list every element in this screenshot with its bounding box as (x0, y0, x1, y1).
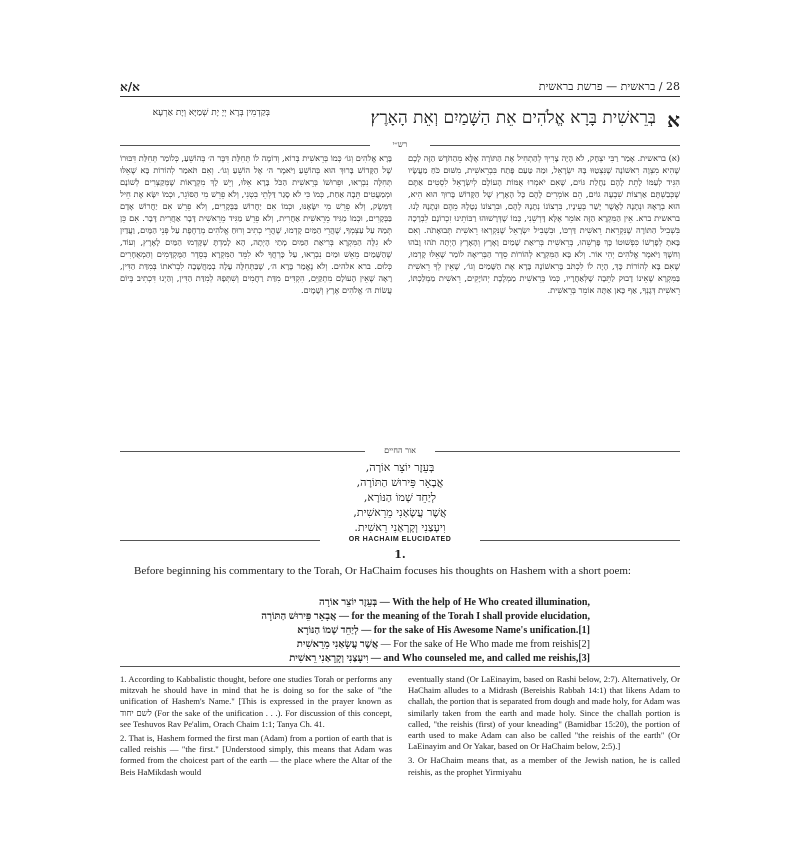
footnotes-right-column (408, 674, 680, 781)
rashi-heading: רש״י (120, 140, 680, 149)
footnote: 1. According to Kabbalistic thought, before one studies Torah or performs any mitzvah he should have in mind that he is doing so for the sake of "the unification of Hashem's Name." [This is expressed in the prayer known as לשם יחוד (For the sake of the unification . . .). For discussion of this concept, see Teshuvos Rav Pe'alim, Orach Chaim 1:1; Tanya Ch. 41. (120, 674, 392, 729)
poem-line: אֲבָאֵר פֵּירוּשׁ הַתּוֹרָה, (356, 476, 444, 489)
poem-line: וִיעָצַנִי וְקָרָאַנִי רֵאשִׁית. (354, 521, 446, 534)
running-header (120, 78, 680, 97)
hebrew-poem (120, 460, 680, 535)
poem-en-line: בְּעֵזֶר יוֹצֵר אוֹרָה — With the help of He Who created illumination, (319, 597, 590, 608)
rashi-column-left: בָּרָא אֱלֹהִים וְגוֹ׳ כְּמוֹ בְּרֵאשִׁית בְּרוֹא, וְדוֹמֶה לוֹ תְּחִלַּת דִּבֶּר ה׳ בְּהוֹשֵׁעַ, כְּלוֹמַר תְּחִלַּת דִּבּוּרוֹ שֶׁל הַקָּדוֹשׁ בָּרוּךְ הוּא בְּהוֹשֵׁעַ וַיֹּאמֶר ה׳ אֶל הוֹשֵׁעַ וְגוֹ׳. וְאִם תֹּאמַר לְהוֹרוֹת בָּא שֶׁאֵלּוּ תְּחִלָּה נִבְרְאוּ, וּפֵרוּשׁוֹ בְּרֵאשִׁית הַכֹּל בָּרָא אֵלּוּ, וְיֵשׁ לָךְ מִקְרָאוֹת שֶׁמְּקַצְּרִים לְשׁוֹנָם וּמְמַעֲטִים תֵּבָה אַחַת, כְּמוֹ כִּי לֹא סָגַר דַּלְתֵי בִטְנִי, וְלֹא פֵרֵשׁ מִי הַסּוֹגֵר, וּכְמוֹ יִשָּׂא אֶת חֵיל דַּמֶּשֶׂק, וְלֹא פֵרֵשׁ מִי יִשָּׂאֶנּוּ, וּכְמוֹ אִם יַחֲרוֹשׁ בַּבְּקָרִים, וְלֹא פֵרֵשׁ אִם יַחֲרוֹשׁ אָדָם בַּבְּקָרִים, וּכְמוֹ מַגִּיד מֵרֵאשִׁית אַחֲרִית, וְלֹא פֵרֵשׁ מַגִּיד מֵרֵאשִׁית דָּבָר אַחֲרִית דָּבָר. אִם כֵּן תְּמַהּ עַל עַצְמְךָ, שֶׁהֲרֵי הַמַּיִם קָדְמוּ, שֶׁהֲרֵי כְתִיב וְרוּחַ אֱלֹהִים מְרַחֶפֶת עַל פְּנֵי הַמָּיִם, וַעֲדַיִן לֹא גִלָּה הַמִּקְרָא בְּרִיאַת הַמַּיִם מָתַי הָיְתָה, הָא לָמַדְתָּ שֶׁקָּדְמוּ הַמַּיִם לָאָרֶץ, וְעוֹד, שֶׁהַשָּׁמַיִם מֵאֵשׁ וּמַיִם נִבְרְאוּ, עַל כָּרְחֲךָ לֹא לִמֵּד הַמִּקְרָא בְּסֵדֶר הַמֻּקְדָּמִים וְהַמְאֻחָרִים כְּלוּם. ברא אלהים. וְלֹא נֶאֱמַר בָּרָא ה׳, שֶׁבַּתְּחִלָּה עָלָה בְמַחֲשָׁבָה לִבְרֹאתוֹ בְּמִדַּת הַדִּין, רָאָה שֶׁאֵין הָעוֹלָם מִתְקַיֵּם, הִקְדִּים מִדַּת רַחֲמִים וְשִׁתְּפָהּ לְמִדַּת הַדִּין, וְהַיְנוּ דִּכְתִיב בְּיוֹם עֲשׂוֹת ה׳ אֱלֹהִים אֶרֶץ וְשָׁמָיִם. (120, 153, 392, 295)
poem-en-line: לְיַחֵד שְׁמוֹ הַנּוֹרָא — for the sake of His Awesome Name's unification.[1] (297, 625, 590, 636)
footnote-separator (120, 666, 680, 667)
footnotes (120, 674, 680, 864)
verse-text: בְּרֵאשִׁית בָּרָא אֱלֹהִים אֵת הַשָּׁמַיִם וְאֵת הָאָרֶץ׃ (370, 108, 656, 128)
intro-paragraph: Before beginning his commentary to the Torah, Or HaChaim focuses his thoughts on Hashem with a short poem: (134, 565, 631, 577)
poem-en-line: וִיעָצַנִי וְקָרָאַנִי רֵאשִׁית — and Who counseled me, and called me reishis,[3] (289, 653, 590, 664)
verse-number: א (667, 108, 680, 132)
rashi-commentary (120, 152, 680, 442)
poem-line: לְיַחֵד שְׁמוֹ הַנּוֹרָא, (363, 491, 437, 504)
page-number: א/א (120, 80, 140, 94)
footnote: eventually stand (Or LaEinayim, based on Rashi below, 2:7). Alternatively, Or HaChaim alludes to a Midrash (Bereishis Rabbah 14:1) that likens Adam to challah, the portion that is separated from dough and made holy, for Adam was similarly taken from the earth and made holy. Since the challah portion is called, "the reishis (first) of your kneading" (Bamidbar 15:20), the portion of earth used to make Adam can also be called "the reishis of the earth" (Or LaEinayim and Or Yakar, based on Or HaChaim below, 2:5).] (408, 674, 680, 752)
footnotes-left-column (120, 674, 392, 781)
rashi-column-right: (א) בראשית. אָמַר רַבִּי יִצְחָק, לֹא הָיָה צָרִיךְ לְהַתְחִיל אֶת הַתּוֹרָה אֶלָּא מֵהַחֹדֶשׁ הַזֶּה לָכֶם שֶׁהִיא מִצְוָה רִאשׁוֹנָה שֶׁנִּצְטַוּוּ בָּהּ יִשְׂרָאֵל, וּמַה טַּעַם פָּתַח בִּבְרֵאשִׁית, מִשּׁוּם כֹּחַ מַעֲשָׂיו הִגִּיד לְעַמּוֹ לָתֵת לָהֶם נַחֲלַת גּוֹיִם, שֶׁאִם יֹאמְרוּ אֻמּוֹת הָעוֹלָם לְיִשְׂרָאֵל לִסְטִים אַתֶּם שֶׁכְּבַשְׁתֶּם אַרְצוֹת שִׁבְעָה גוֹיִם, הֵם אוֹמְרִים לָהֶם כָּל הָאָרֶץ שֶׁל הַקָּדוֹשׁ בָּרוּךְ הוּא הִיא, הוּא בְרָאָהּ וּנְתָנָהּ לַאֲשֶׁר יָשַׁר בְּעֵינָיו, בִּרְצוֹנוֹ נְתָנָהּ לָהֶם, וּבִרְצוֹנוֹ נְטָלָהּ מֵהֶם וּנְתָנָהּ לָנוּ. בראשית ברא. אֵין הַמִּקְרָא הַזֶּה אוֹמֵר אֶלָּא דָּרְשֵׁנִי, כְּמוֹ שֶׁדְּרָשׁוּהוּ רַבּוֹתֵינוּ זִכְרוֹנָם לִבְרָכָה בִּשְׁבִיל הַתּוֹרָה שֶׁנִּקְרֵאת רֵאשִׁית דַּרְכּוֹ, וּבִשְׁבִיל יִשְׂרָאֵל שֶׁנִּקְרְאוּ רֵאשִׁית תְּבוּאָתֹה. וְאִם בָּאתָ לְפָרְשׁוֹ כִּפְשׁוּטוֹ כָּךְ פָּרְשֵׁהוּ, בְּרֵאשִׁית בְּרִיאַת שָׁמַיִם וָאָרֶץ וְהָאָרֶץ הָיְתָה תֹהוּ וָבֹהוּ וְחשֶׁךְ וַיֹּאמֶר אֱלֹהִים יְהִי אוֹר. וְלֹא בָּא הַמִּקְרָא לְהוֹרוֹת סֵדֶר הַבְּרִיאָה לוֹמַר שֶׁאֵלּוּ קָדְמוּ, שֶׁאִם בָּא לְהוֹרוֹת כָּךְ, הָיָה לוֹ לִכְתֹּב בָּרִאשׁוֹנָה בָּרָא אֶת הַשָּׁמַיִם וְגוֹ׳, שֶׁאֵין לְךָ רֵאשִׁית בַּמִּקְרָא שֶׁאֵינוֹ דָבוּק לַתֵּבָה שֶׁלְּאַחֲרָיו, כְּמוֹ בְּרֵאשִׁית מַמְלֶכֶת יְהוֹיָקִים, רֵאשִׁית מַמְלַכְתּוֹ, רֵאשִׁית דְּגָנְךָ, אַף כָּאן אַתָּה אוֹמֵר בְּרֵאשִׁית. (408, 153, 680, 295)
verse-line (120, 108, 680, 130)
footnote: 3. Or HaChaim means that, as a member of the Jewish nation, he is called reishis, as the prophet Yirmiyahu (408, 755, 680, 777)
elucidated-heading: OR HACHAIM ELUCIDATED (120, 536, 680, 543)
poem-line: אֲשֶׁר עֲשָׂאַנִי מֵרֵאשִׁית, (353, 506, 447, 519)
footnote: 2. That is, Hashem formed the first man (Adam) from a portion of earth that is called reishis — "the first." [Understood simply, this means that Adam was formed from the choicest part of the earth — the place where the Altar of the Beis HaMikdash would (120, 733, 392, 777)
running-title: 28 / בראשית — פרשת בראשית (538, 80, 680, 93)
english-poem (120, 596, 680, 666)
or-hachaim-heading: אור החיים (120, 446, 680, 455)
book-page (120, 78, 680, 778)
section-number: 1. (394, 548, 406, 561)
poem-en-line: אֲשֶׁר עֲשָׂאַנִי מֵרֵאשִׁית — For the sake of He Who made me from reishis[2] (296, 639, 590, 650)
poem-line: בְּעֵזֶר יוֹצֵר אוֹרָה, (365, 461, 435, 474)
targum-text: בְּקַדְמִין בְּרָא יְיָ יָת שְׁמַיָּא וְיָת אַרְעָא׃ (152, 108, 270, 118)
poem-en-line: אֲבָאֵר פֵּירוּשׁ הַתּוֹרָה — for the meaning of the Torah I shall provide elucidation, (261, 611, 590, 622)
